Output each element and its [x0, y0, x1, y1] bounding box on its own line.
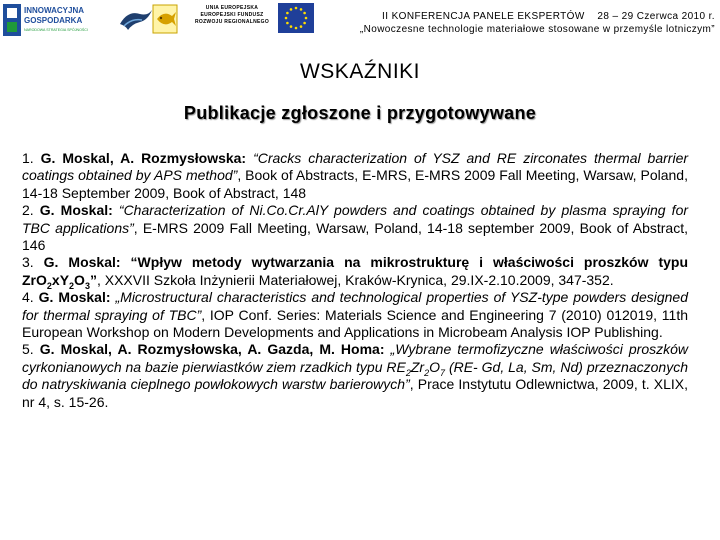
publication-details: , Prace Instytutu Odlewnictwa, 2009, t. XLIX, nr 4, s. 15-26.: [22, 376, 688, 410]
publication-title: “Characterization of Ni.Co.Cr.AlY powders and coatings obtained by plasma spraying for TBC applications”: [22, 202, 689, 236]
eu-flag-icon: [278, 3, 314, 33]
publication-details: , XXXVII Szkoła Inżynierii Materiałowej, Kraków-Krynica, 29.IX-2.10.2009, 347-352.: [96, 271, 614, 288]
publication-number: 3.: [22, 254, 34, 271]
publication-authors: G. Moskal:: [38, 289, 111, 306]
page-title: WSKAŹNIKI: [299, 60, 420, 83]
publication-details: , Book of Abstracts, E-MRS, E-MRS 2009 Fall Meeting, Warsaw, Poland, 14-18 September 2009, Book of Abstract, 148: [22, 167, 688, 201]
eu-fund-label: [190, 5, 274, 26]
conference-line1: II KONFERENCJA PANELE EKSPERTÓW 28 – 29 Czerwca 2010 r.: [382, 11, 715, 22]
publication-item: [22, 289, 688, 341]
page-subtitle: Publikacje zgłoszone i przygotowywane: [183, 103, 537, 123]
logo-ig-line2: GOSPODARKA: [24, 16, 83, 25]
publication-authors: G. Moskal:: [43, 254, 121, 271]
eu-text-line3: ROZWOJU REGIONALNEGO: [194, 19, 270, 25]
publication-item: [22, 202, 688, 254]
conference-info: [330, 10, 715, 36]
innowacyjna-gospodarka-logo: [2, 2, 108, 38]
publication-title: “Wpływ metody wytwarzania na mikrostrukturę i właściwości proszków typu $ZrO_2xY_2O_3$”: [22, 254, 689, 291]
publication-number: 2.: [22, 202, 34, 219]
fish-emblem-icon: [152, 4, 178, 34]
publication-list: [22, 150, 688, 411]
bird-emblem-icon: [118, 4, 154, 34]
publication-title: „Wybrane termofizyczne właściwości proszków cyrkonianowych na bazie pierwiastków ziem rzadkich typu $RE_2Zr_2O_7$ (RE- Gd, La, Sm, Nd) przeznaczonych do natryskiwania cieplnego powłokowych warstw barierowych”: [22, 341, 689, 393]
publication-item: [22, 150, 688, 202]
eu-text-line1: UNIA EUROPEJSKA: [205, 5, 259, 11]
conference-line2: „Nowoczesne technologie materiałowe stosowane w przemyśle lotniczym”: [359, 24, 715, 35]
publication-authors: G. Moskal, A. Rozmysłowska:: [40, 150, 247, 166]
publication-title: „Microstructural characteristics and technological properties of YSZ-type powders designed for thermal spraying of TBC”: [22, 289, 688, 323]
publication-number: 5.: [22, 341, 34, 358]
publication-details: , IOP Conf. Series: Materials Science and Engineering 7 (2010) 012019, 11th European Workshop on Modern Developments and Applications in Microbeam Analysis IOP Publishing.: [22, 306, 688, 341]
publication-item: [22, 341, 688, 411]
publication-item: [22, 254, 688, 289]
publication-authors: G. Moskal, A. Rozmysłowska, A. Gazda, M. Homa:: [39, 341, 385, 358]
publication-authors: G. Moskal:: [39, 202, 113, 219]
publication-title: “Cracks characterization of YSZ and RE zirconates thermal barrier coatings obtained by APS method”: [22, 150, 689, 184]
eu-text-line2: EUROPEJSKI FUNDUSZ: [200, 12, 264, 18]
header: [0, 0, 720, 44]
publication-details: , E-MRS 2009 Fall Meeting, Warsaw, Poland, 14-18 september 2009, Book of Abstract, 146: [22, 219, 688, 254]
publication-number: 1.: [22, 150, 34, 166]
publication-number: 4.: [22, 289, 34, 306]
logo-ig-line3: NARODOWA STRATEGIA SPÓJNOŚCI: [24, 28, 88, 32]
logo-ig-line1: INNOWACYJNA: [24, 6, 85, 15]
